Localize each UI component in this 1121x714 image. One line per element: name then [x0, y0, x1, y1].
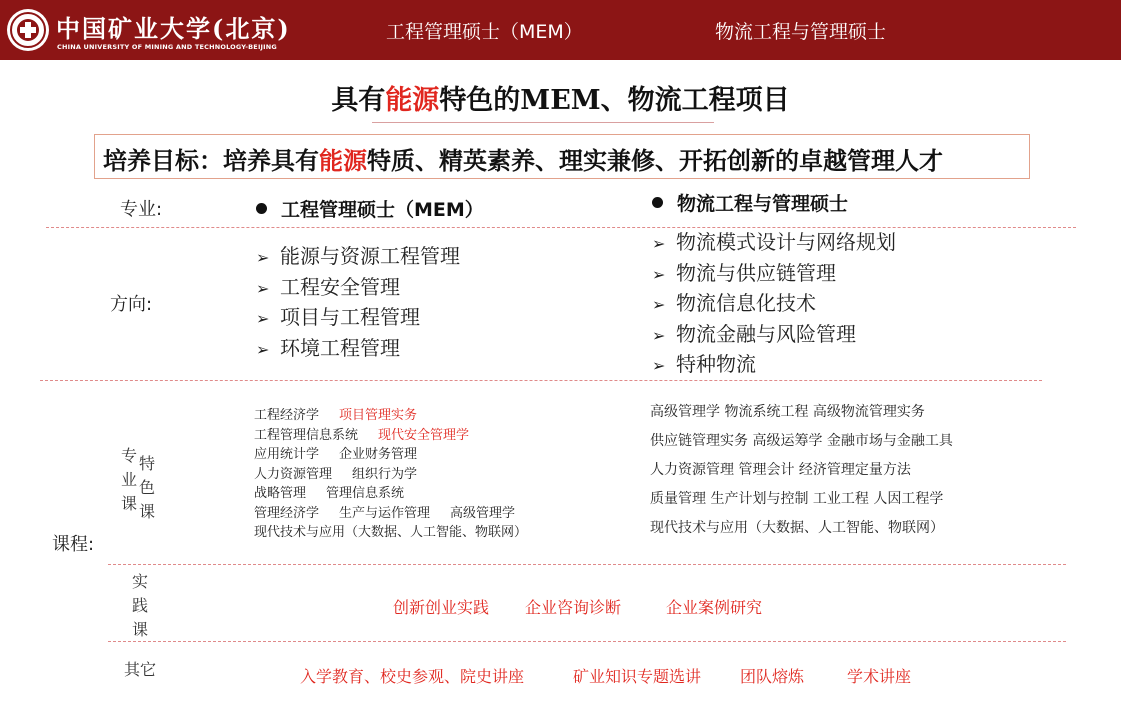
bullet-icon: [652, 197, 663, 208]
course-line: 现代技术与应用（大数据、人工智能、物联网）: [650, 520, 944, 536]
course-item: 生产与运作管理: [339, 505, 431, 521]
course-item: 高级管理学: [450, 505, 516, 521]
direction-item: ➢ 物流信息化技术: [652, 289, 896, 320]
practice-item: 企业咨询诊断: [525, 598, 622, 617]
course-line: [254, 484, 527, 504]
mem-direction-list: [256, 242, 460, 364]
practice-item: 企业案例研究: [666, 598, 763, 617]
vertical-char: 业: [120, 470, 137, 489]
tab-logistics[interactable]: 物流工程与管理硕士: [715, 21, 887, 43]
vertical-char: 践: [131, 596, 148, 615]
other-item: 矿业知识专题选讲: [573, 667, 702, 686]
arrow-bullet-icon: ➢: [256, 248, 270, 267]
course-item: 工程管理信息系统: [254, 427, 359, 443]
course-item: 企业财务管理: [339, 447, 418, 462]
vertical-char: 特: [138, 454, 155, 473]
course-line: [254, 445, 527, 465]
label-other: 其它: [124, 660, 157, 679]
course-item: 战略管理: [254, 486, 307, 501]
title-highlight: 能源: [385, 85, 440, 116]
arrow-bullet-icon: ➢: [652, 295, 666, 314]
direction-item: ➢ 物流与供应链管理: [652, 259, 896, 290]
course-line: [254, 465, 527, 485]
major-logistics: [652, 189, 848, 216]
arrow-bullet-icon: ➢: [256, 278, 270, 298]
major-mem: [256, 195, 484, 222]
course-item: 管理经济学: [254, 505, 320, 521]
label-major: 专业:: [120, 199, 163, 220]
course-item: 现代安全管理学: [378, 427, 470, 443]
direction-item: ➢ 物流金融与风险管理: [652, 320, 896, 351]
university-logo-icon: [6, 8, 50, 52]
course-line: 供应链管理实务 高级运筹学 金融市场与金融工具: [650, 433, 953, 449]
major-logistics-label: 物流工程与管理硕士: [677, 193, 849, 215]
direction-item: ➢ 物流模式设计与网络规划: [652, 228, 896, 259]
major-mem-label: 工程管理硕士（MEM）: [281, 199, 484, 221]
title-post: 特色的MEM、物流工程项目: [439, 85, 790, 116]
goal-post: 特质、精英素养、理实兼修、开拓创新的卓越管理人才: [367, 146, 943, 175]
course-item: 组织行为学: [352, 466, 418, 482]
direction-item: ➢ 项目与工程管理: [256, 303, 460, 334]
course-line: 高级管理学 物流系统工程 高级物流管理实务: [650, 404, 925, 420]
vertical-char: 色: [138, 478, 155, 497]
divider: [108, 564, 1066, 565]
university-name-cn: 中国矿业大学(北京): [56, 14, 291, 43]
arrow-bullet-icon: ➢: [652, 264, 666, 284]
logistics-direction-list: [652, 228, 896, 381]
course-item: 现代技术与应用（大数据、人工智能、物联网）: [254, 525, 528, 540]
course-item: 项目管理实务: [339, 408, 418, 423]
label-feature-col1: [120, 444, 138, 516]
course-line: [254, 523, 527, 543]
header-bar: [0, 0, 1121, 60]
course-line: [254, 504, 527, 524]
practice-item: 创新创业实践: [393, 598, 490, 617]
course-item: 工程经济学: [254, 408, 320, 423]
other-item: 入学教育、校史参观、院史讲座: [300, 667, 525, 686]
direction-item: ➢ 特种物流: [652, 350, 896, 381]
logistics-course-list: [650, 398, 953, 543]
label-course: 课程:: [52, 534, 95, 555]
bullet-icon: [256, 203, 267, 214]
vertical-char: 课: [120, 494, 137, 513]
vertical-char: 专: [120, 446, 137, 465]
vertical-char: 实: [131, 572, 148, 591]
page-title: [0, 78, 1121, 117]
vertical-char: 课: [138, 502, 155, 521]
course-line: 质量管理 生产计划与控制 工业工程 人因工程学: [650, 491, 944, 507]
course-item: 人力资源管理: [254, 466, 333, 482]
title-pre: 具有: [331, 85, 386, 116]
title-underline: [372, 122, 714, 123]
tab-mem[interactable]: 工程管理硕士（MEM）: [386, 21, 583, 43]
university-name-en: CHINA UNIVERSITY OF MINING AND TECHNOLOGY-BEIJING: [57, 43, 277, 51]
mem-course-list: [254, 406, 527, 543]
other-item: 学术讲座: [847, 667, 912, 686]
course-line: 人力资源管理 管理会计 经济管理定量方法: [650, 462, 911, 478]
divider: [40, 380, 1042, 381]
arrow-bullet-icon: ➢: [256, 309, 270, 328]
goal-highlight: 能源: [319, 146, 367, 175]
direction-item: ➢ 环境工程管理: [256, 334, 460, 365]
direction-item: ➢ 工程安全管理: [256, 273, 460, 304]
training-goal: [94, 134, 1030, 179]
arrow-bullet-icon: ➢: [652, 234, 666, 253]
label-feature-col2: [138, 452, 156, 524]
divider: [46, 227, 1076, 228]
course-item: 管理信息系统: [326, 486, 405, 501]
arrow-bullet-icon: ➢: [652, 325, 666, 345]
other-item: 团队熔炼: [740, 667, 805, 686]
course-line: [254, 426, 527, 446]
label-direction: 方向:: [110, 294, 153, 315]
goal-pre: 培养目标：培养具有: [103, 146, 319, 175]
arrow-bullet-icon: ➢: [256, 339, 270, 359]
vertical-char: 课: [131, 620, 148, 639]
course-item: 应用统计学: [254, 447, 320, 462]
arrow-bullet-icon: ➢: [652, 356, 666, 375]
divider: [108, 641, 1066, 642]
direction-item: ➢ 能源与资源工程管理: [256, 242, 460, 273]
label-practice: [131, 570, 149, 642]
course-line: [254, 406, 527, 426]
